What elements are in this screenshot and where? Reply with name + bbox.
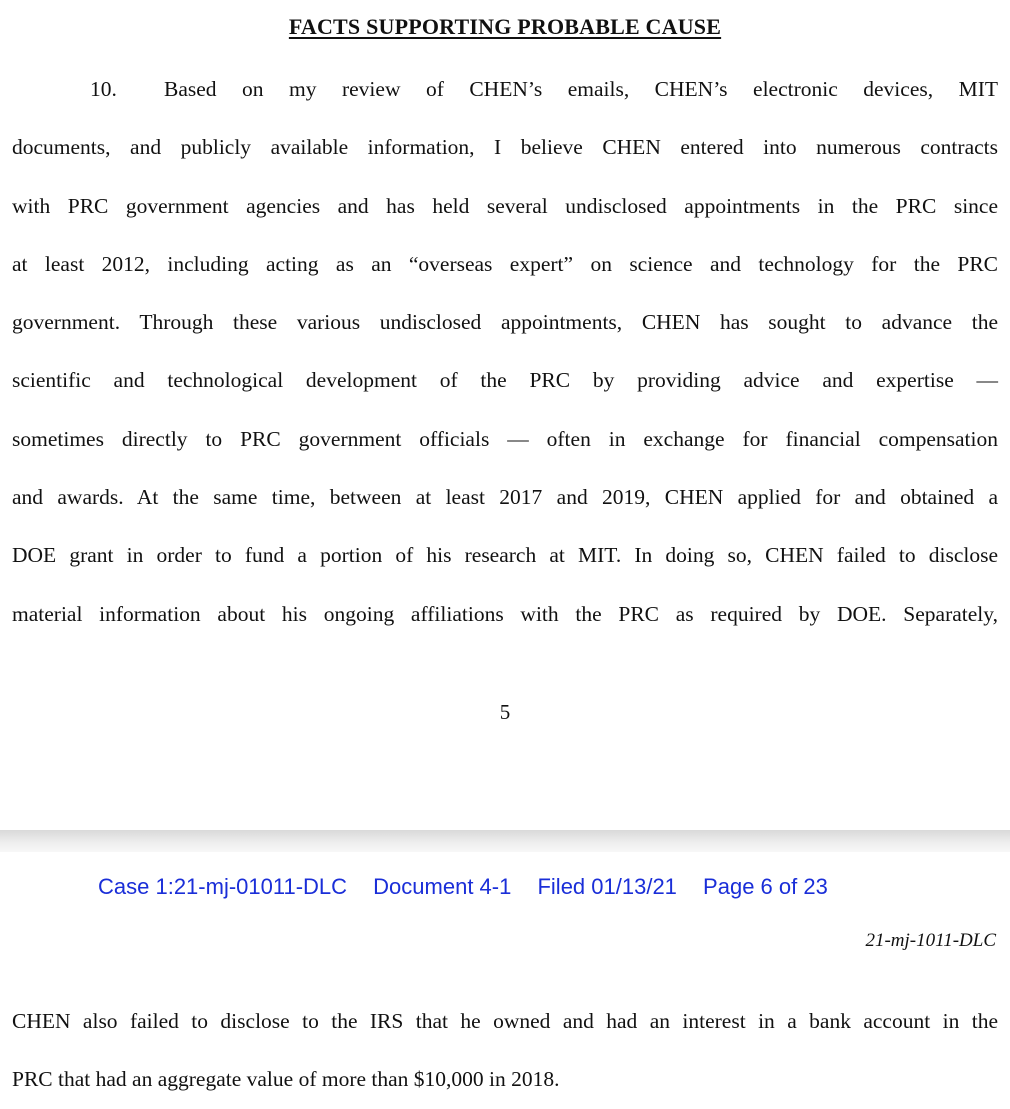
page-indicator: Page 6 of 23 <box>703 874 828 899</box>
page-break-divider <box>0 830 1010 852</box>
case-header <box>98 874 848 900</box>
paragraph-line-4: at least 2012, including acting as an “overseas expert” on science and technology for the PRC <box>12 251 998 276</box>
paragraph-line-6: scientific and technological development of the PRC by providing advice and expertise — <box>12 368 998 393</box>
case-number: Case 1:21-mj-01011-DLC <box>98 874 348 899</box>
filed-date: Filed 01/13/21 <box>537 874 677 899</box>
page-number: 5 <box>499 700 511 724</box>
paragraph-number: 10. <box>90 77 117 101</box>
document-number: Document 4-1 <box>373 874 512 899</box>
paragraph-line-3: with PRC government agencies and has held several undisclosed appointments in the PRC since <box>12 193 998 218</box>
continuation-line-2: PRC that had an aggregate value of more than $10,000 in 2018. <box>12 1067 560 1092</box>
case-reference: 21-mj-1011-DLC <box>865 930 996 951</box>
paragraph-line-7: sometimes directly to PRC government officials — often in exchange for financial compensation <box>12 426 998 451</box>
paragraph-line-2: documents, and publicly available information, I believe CHEN entered into numerous contracts <box>12 135 998 160</box>
paragraph-10 <box>12 60 998 643</box>
paragraph-line-1-text: Based on my review of CHEN’s emails, CHEN’s electronic devices, MIT <box>164 77 998 101</box>
paragraph-line-8: and awards. At the same time, between at least 2017 and 2019, CHEN applied for and obtained a <box>12 485 998 510</box>
paragraph-continuation <box>12 992 998 1109</box>
paragraph-line-9: DOE grant in order to fund a portion of his research at MIT. In doing so, CHEN failed to disclose <box>12 543 998 568</box>
paragraph-line-10: material information about his ongoing affiliations with the PRC as required by DOE. Separately, <box>12 601 998 626</box>
document-page-6 <box>0 852 1010 1100</box>
section-heading: FACTS SUPPORTING PROBABLE CAUSE <box>288 14 722 39</box>
continuation-line-1: CHEN also failed to disclose to the IRS that he owned and had an interest in a bank account in the <box>12 1009 998 1033</box>
paragraph-line-5: government. Through these various undisclosed appointments, CHEN has sought to advance the <box>12 310 998 335</box>
paragraph-line-1 <box>12 60 998 118</box>
